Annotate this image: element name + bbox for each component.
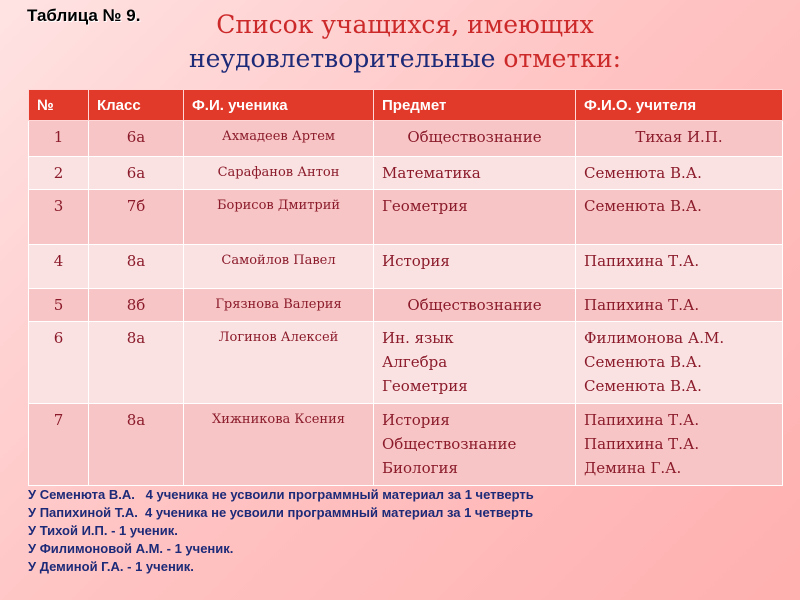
teacher-line: Семенюта В.А. xyxy=(584,377,702,395)
row-number: 2 xyxy=(29,157,89,190)
row-subject xyxy=(374,404,576,486)
teacher-line: Филимонова А.М. xyxy=(584,329,725,347)
note-line: У Деминой Г.А. - 1 ученик. xyxy=(28,559,194,574)
subject-line: Ин. язык xyxy=(382,329,454,347)
title-line-2-part-1: неудовлетворительные xyxy=(188,44,504,73)
row-student-name: Самойлов Павел xyxy=(184,245,374,289)
table-row xyxy=(29,289,783,322)
row-subject xyxy=(374,289,576,322)
teacher-line: Папихина Т.А. xyxy=(584,435,700,453)
row-teacher xyxy=(576,121,783,157)
row-teacher xyxy=(576,322,783,404)
row-class: 7б xyxy=(89,190,184,245)
teacher-line: Папихина Т.А. xyxy=(584,296,700,314)
table-row xyxy=(29,190,783,245)
subject-line: Математика xyxy=(382,164,481,182)
subject-line: История xyxy=(382,252,450,270)
row-subject xyxy=(374,245,576,289)
row-class: 6а xyxy=(89,121,184,157)
teacher-line: Папихина Т.А. xyxy=(584,411,700,429)
row-teacher xyxy=(576,190,783,245)
note-line: У Папихиной Т.А. 4 ученика не усвоили программный материал за 1 четверть xyxy=(28,505,534,520)
row-class: 6а xyxy=(89,157,184,190)
row-teacher xyxy=(576,157,783,190)
note-line: У Семенюта В.А. 4 ученика не усвоили программный материал за 1 четверть xyxy=(28,487,534,502)
header-subject: Предмет xyxy=(374,90,576,121)
row-student-name: Борисов Дмитрий xyxy=(184,190,374,245)
subject-line: Обществознание xyxy=(407,128,542,146)
row-student-name: Сарафанов Антон xyxy=(184,157,374,190)
row-subject xyxy=(374,322,576,404)
header-class: Класс xyxy=(89,90,184,121)
table-row xyxy=(29,322,783,404)
subject-line: Биология xyxy=(382,459,458,477)
row-number: 3 xyxy=(29,190,89,245)
row-student-name: Грязнова Валерия xyxy=(184,289,374,322)
title-line-2 xyxy=(189,44,621,73)
row-teacher xyxy=(576,245,783,289)
row-number: 7 xyxy=(29,404,89,486)
row-teacher xyxy=(576,404,783,486)
table-row xyxy=(29,245,783,289)
teacher-line: Семенюта В.А. xyxy=(584,197,702,215)
row-number: 1 xyxy=(29,121,89,157)
note-line: У Тихой И.П. - 1 ученик. xyxy=(28,523,178,538)
teacher-line: Тихая И.П. xyxy=(635,128,723,146)
note-line: У Филимоновой А.М. - 1 ученик. xyxy=(28,541,234,556)
row-class: 8а xyxy=(89,404,184,486)
subject-line: Геометрия xyxy=(382,197,468,215)
page-title xyxy=(150,8,660,76)
subject-line: Обществознание xyxy=(407,296,542,314)
row-subject xyxy=(374,190,576,245)
subject-line: История xyxy=(382,411,450,429)
row-number: 4 xyxy=(29,245,89,289)
slide-label: Таблица № 9. xyxy=(27,6,141,25)
teacher-line: Демина Г.А. xyxy=(584,459,682,477)
students-table xyxy=(28,89,783,486)
row-subject xyxy=(374,121,576,157)
row-number: 5 xyxy=(29,289,89,322)
header-number: № xyxy=(29,90,89,121)
row-student-name: Ахмадеев Артем xyxy=(184,121,374,157)
row-student-name: Логинов Алексей xyxy=(184,322,374,404)
subject-line: Алгебра xyxy=(382,353,448,371)
row-number: 6 xyxy=(29,322,89,404)
title-line-2-part-2: отметки: xyxy=(503,44,622,73)
subject-line: Обществознание xyxy=(382,435,517,453)
row-class: 8а xyxy=(89,322,184,404)
row-teacher xyxy=(576,289,783,322)
subject-line: Геометрия xyxy=(382,377,468,395)
row-class: 8б xyxy=(89,289,184,322)
table-header-row xyxy=(29,90,783,121)
teacher-line: Семенюта В.А. xyxy=(584,353,702,371)
teacher-line: Папихина Т.А. xyxy=(584,252,700,270)
title-line-1: Список учащихся, имеющих xyxy=(216,10,594,39)
teacher-line: Семенюта В.А. xyxy=(584,164,702,182)
header-student: Ф.И. ученика xyxy=(184,90,374,121)
table-row xyxy=(29,157,783,190)
table-row xyxy=(29,404,783,486)
header-teacher: Ф.И.О. учителя xyxy=(576,90,783,121)
table-row xyxy=(29,121,783,157)
summary-notes xyxy=(28,486,534,576)
row-class: 8а xyxy=(89,245,184,289)
row-subject xyxy=(374,157,576,190)
row-student-name: Хижникова Ксения xyxy=(184,404,374,486)
